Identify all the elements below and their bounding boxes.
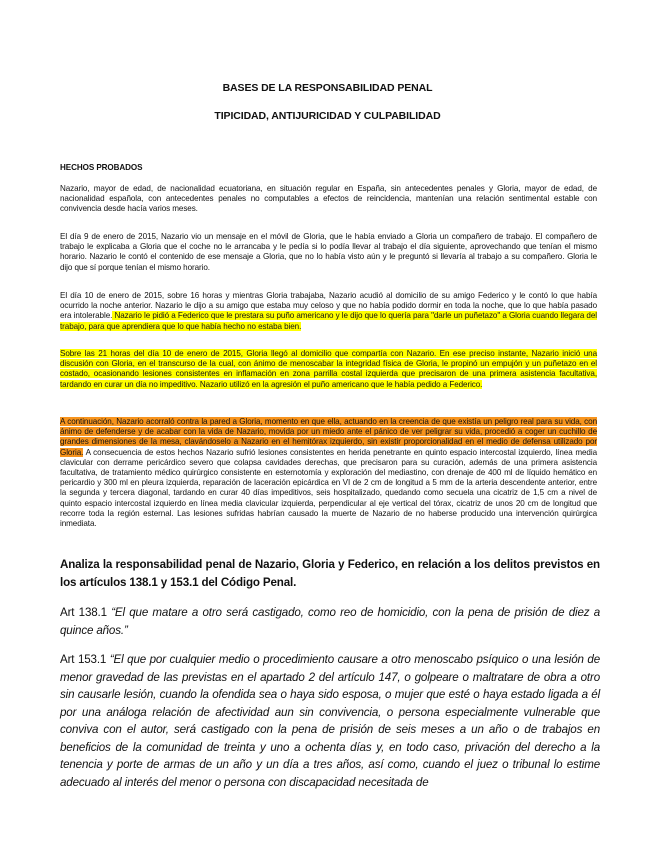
document-title: BASES DE LA RESPONSABILIDAD PENAL (222, 82, 433, 94)
article-153-1-text: “El que por cualquier medio o procedimiento causare a otro menoscabo psíquico o una lesión de menor gravedad de las previstas en el apartado 2 del artículo 147, o golpeare o maltratare de obra a otro sin causarle lesión, cuando la ofendida sea o haya sido esposa, o mujer que esté o haya estado ligada a él por una análoga relación de afectividad aun sin convivencia, o persona especialmente vulnerable que conviva con el autor, será castigado con la pena de prisión de seis meses a un año o de trabajos en beneficios de la comunidad de treinta y uno a ochenta días y, en todo caso, privación del derecho a la tenencia y porte de armas de un año y un día a tres años, así como, cuando el juez o tribunal lo estime adecuado al interés del menor o persona con discapacidad necesitada de (60, 653, 600, 789)
paragraph-5-highlight: A continuación, Nazario acorraló contra la pared a Gloria, momento en que ella, actuando en la creencia de que existía un peligro real para su vida, con ánimo de defenderse y de acabar con la vida de Nazario, movida por un miedo ante el pánico de ver peligrar su vida, procedió a coger un cuchillo de grandes dimensiones de la mesa, clavándoselo a Nazario en el hemitórax izquierdo, sin existir proporcionalidad en el medio de defensa utilizado por Gloria. (60, 417, 597, 457)
article-153-1 (60, 651, 600, 791)
paragraph-2: El día 9 de enero de 2015, Nazario vio un mensaje en el móvil de Gloria, que le había enviado a Gloria un compañero de trabajo. El compañero de trabajo le explicaba a Gloria que el coche no le arrancaba y le pedía si lo podía llevar al trabajo el día siguiente, aprovechando que tenían el mismo horario. Nazario le contó el contenido de ese mensaje a Gloria, que no lo había visto aún y le preguntó si llevaría al trabajo a su compañero. Gloria le dijo que sí porque tenían el mismo horario. (60, 232, 597, 272)
paragraph-1: Nazario, mayor de edad, de nacionalidad ecuatoriana, en situación regular en España, sin antecedentes penales y Gloria, mayor de edad, de nacionalidad española, con antecedentes penales no computables a efectos de reincidencia, mantenían una relación sentimental estable con convivencia desde hacía varios meses. (60, 184, 597, 214)
article-138-1-text: “El que matare a otro será castigado, como reo de homicidio, con la pena de prisión de diez a quince años.” (60, 606, 600, 637)
article-138-1-label: Art 138.1 (60, 606, 107, 619)
article-153-1-label: Art 153.1 (60, 653, 107, 666)
document-subtitle: TIPICIDAD, ANTIJURICIDAD Y CULPABILIDAD (214, 110, 441, 122)
paragraph-3-text: El día 10 de enero de 2015, sobre 16 horas y mientras Gloria trabajaba, Nazario acudió al domicilio de su amigo Federico y le contó lo que había ocurrido la noche anterior. Nazario le dijo a su amigo que estaba muy celoso y que no había podido dormir en toda la noche, que lo que había pasado era intolerable. (60, 291, 597, 321)
paragraph-4-highlight: Sobre las 21 horas del día 10 de enero de 2015, Gloria llegó al domicilio que compartía con Nazario. En ese preciso instante, Nazario inició una discusión con Gloria, en el transcurso de la cual, con ánimo de menoscabar la integridad física de Gloria, le propinó un empujón y un puñetazo en el costado, ocasionando lesiones consistentes en inflamación en zona parrilla costal izquierda que precisaron de una primera asistencia facultativa, tardando en curar un día no impeditivo. Nazario utilizó en la agresión el puño americano que le había pedido a Federico. (60, 349, 597, 389)
paragraph-3 (60, 291, 597, 332)
paragraph-5-text: A consecuencia de estos hechos Nazario sufrió lesiones consistentes en herida penetrante en quinto espacio intercostal izquierdo, línea media clavicular con derrame pericárdico severo que colapsa cavidades derechas, que precisaron para su curación, además de una primera asistencia facultativa, de tratamiento médico quirúrgico consistente en esternotomía y exploración del mediastino, con drenaje de 400 ml de líquido hemático en pericardio y 300 ml en pleura izquierda, reparación de laceración epicárdica en VI de 2 cm de longitud a 5 mm de la arteria descendente anterior, entre la segunda y tercera diagonal, tardando en curar 40 días impeditivos, seis hospitalizado, quedando como secuela una cicatriz de 1,5 cm a nivel de quinto espacio intercostal izquierdo en línea media clavicular izquierda, perpendicular al eje vertical del tórax, cicatriz de unos 20 cm de longitud que recorre toda la región esternal. Las lesiones sufridas habrían causado la muerte de Nazario de no haberse producido una intervención quirúrgica inmediata. (60, 447, 597, 529)
paragraph-4 (60, 349, 597, 390)
paragraph-5 (60, 417, 597, 529)
question-text: Analiza la responsabilidad penal de Nazario, Gloria y Federico, en relación a los delitos previstos en los artículos 138.1 y 153.1 del Código Penal. (60, 558, 600, 589)
section-heading-hechos-probados: HECHOS PROBADOS (60, 163, 143, 172)
article-138-1 (60, 604, 600, 639)
paragraph-3-highlight: Nazario le pidió a Federico que le prestara su puño americano y le dijo que lo quería para "darle un puñetazo" a Gloria cuando llegara del trabajo, para que aprendiera que lo que había hecho no estaba bien. (60, 311, 597, 331)
